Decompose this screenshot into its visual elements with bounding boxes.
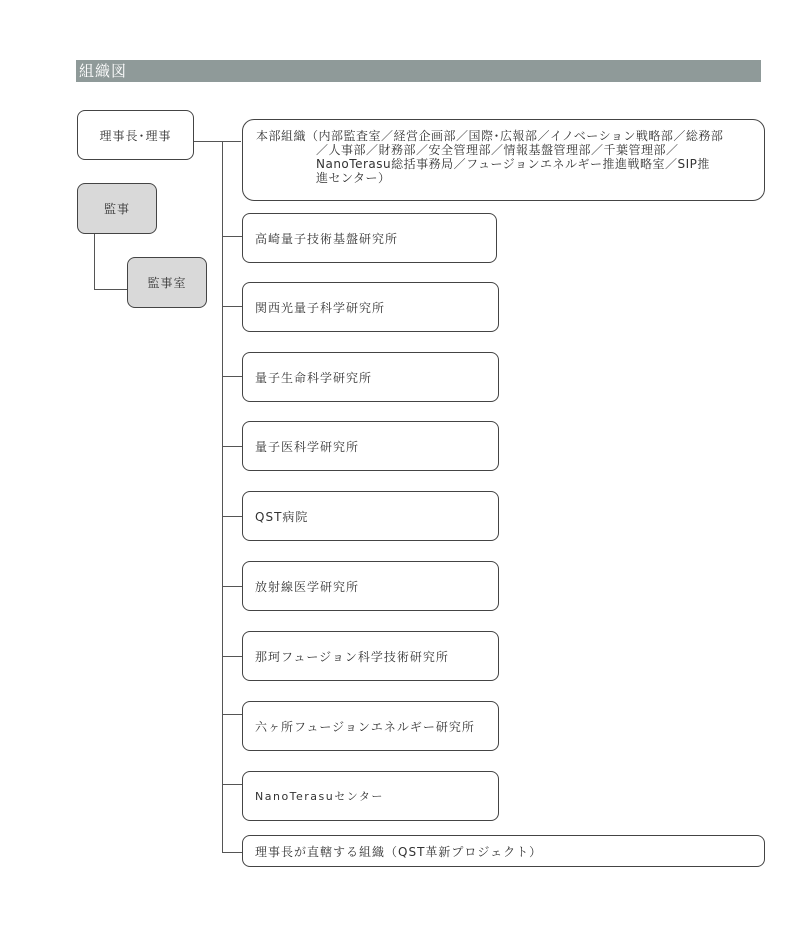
direct-org-box: [242, 835, 765, 867]
connector-to-direct: [222, 852, 242, 853]
chairman-box: [77, 110, 194, 160]
headquarters-line: NanoTerasu総括事務局／フュージョンエネルギー推進戦略室／SIP推: [316, 157, 710, 171]
unit-label: 放射線医学研究所: [255, 579, 360, 594]
unit-box: [242, 701, 499, 751]
connector-auditor-vertical: [94, 233, 95, 289]
unit-box: [242, 631, 499, 681]
connector-to-unit-9: [222, 784, 242, 785]
unit-label: 高崎量子技術基盤研究所: [255, 231, 399, 246]
unit-box: [242, 771, 499, 821]
section-title: 組織図: [79, 62, 128, 80]
unit-box: [242, 282, 499, 332]
connector-to-unit-4: [222, 446, 242, 447]
connector-to-unit-6: [222, 586, 242, 587]
connector-to-unit-2: [222, 306, 242, 307]
unit-box: [242, 352, 499, 402]
unit-label: 量子生命科学研究所: [255, 370, 373, 385]
audit-office-label: 監事室: [147, 276, 187, 290]
connector-to-unit-5: [222, 516, 242, 517]
chairman-label: 理事長･理事: [99, 128, 172, 143]
headquarters-line: 進センター）: [316, 171, 391, 185]
unit-box: [242, 213, 497, 263]
headquarters-box: [242, 119, 765, 201]
headquarters-text: [256, 129, 736, 185]
unit-box: [242, 561, 499, 611]
audit-office-box: [127, 257, 207, 308]
unit-label: 量子医科学研究所: [255, 439, 360, 454]
direct-org-label: 理事長が直轄する組織（QST革新プロジェクト）: [255, 844, 543, 859]
unit-label: 六ヶ所フュージョンエネルギー研究所: [255, 719, 475, 734]
connector-chairman-horizontal: [194, 141, 241, 142]
connector-to-unit-8: [222, 714, 242, 715]
auditor-box: [77, 183, 157, 234]
unit-label: NanoTerasuセンター: [255, 790, 384, 803]
connector-main-vertical: [222, 141, 223, 852]
connector-to-unit-3: [222, 376, 242, 377]
unit-label: 関西光量子科学研究所: [255, 300, 386, 315]
headquarters-line: ／人事部／財務部／安全管理部／情報基盤管理部／千葉管理部／: [316, 143, 679, 157]
unit-label: 那珂フュージョン科学技術研究所: [255, 649, 449, 664]
unit-box: [242, 421, 499, 471]
unit-box: [242, 491, 499, 541]
connector-auditor-horizontal: [94, 289, 128, 290]
unit-label: QST病院: [255, 509, 309, 524]
auditor-label: 監事: [103, 202, 130, 216]
headquarters-line: 本部組織（内部監査室／経営企画部／国際･広報部／イノベーション戦略部／総務部: [256, 129, 724, 143]
section-header: [76, 60, 761, 82]
connector-to-unit-7: [222, 656, 242, 657]
connector-to-unit-1: [222, 236, 242, 237]
